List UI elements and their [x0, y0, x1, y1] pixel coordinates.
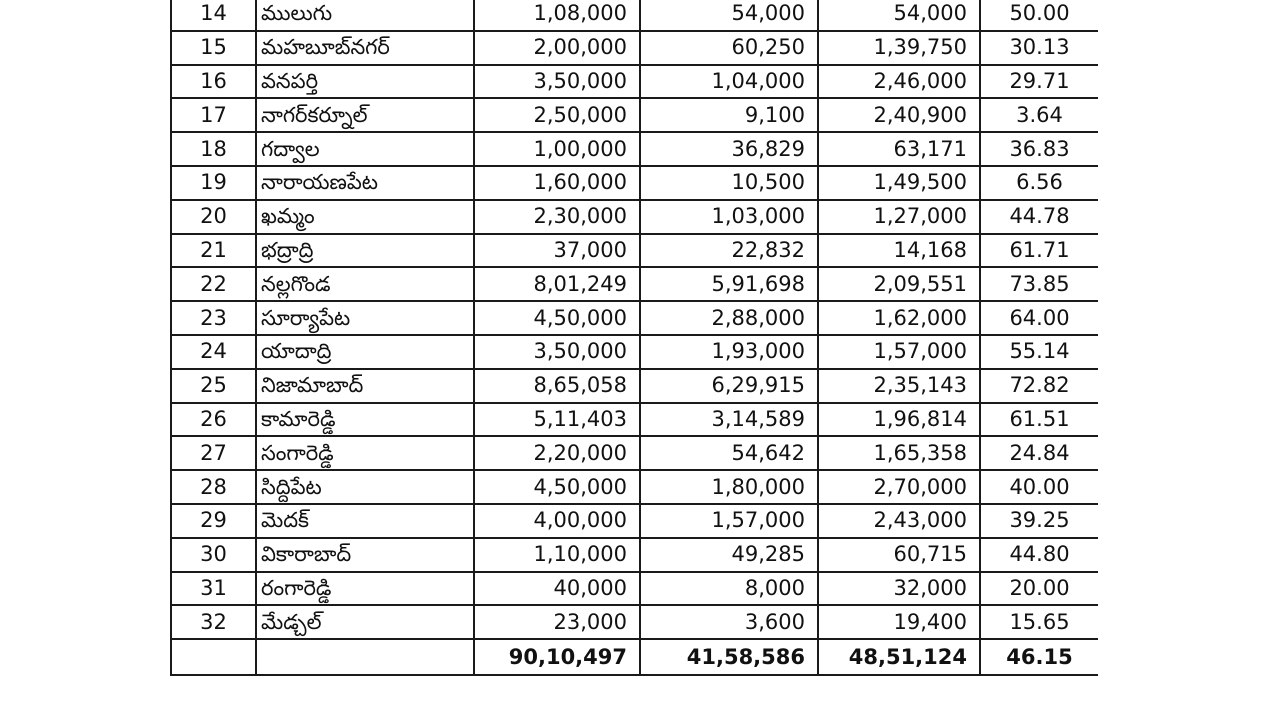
- amount-a-cell: 40,000: [474, 572, 640, 606]
- amount-c-cell: 1,39,750: [818, 31, 980, 65]
- percentage-cell: 44.78: [980, 200, 1098, 234]
- district-name-cell: మేడ్చల్: [256, 605, 474, 639]
- amount-a-cell: 3,50,000: [474, 335, 640, 369]
- amount-a-cell: 3,50,000: [474, 65, 640, 99]
- serial-number-cell: 19: [171, 166, 256, 200]
- table-row: [171, 538, 1098, 572]
- district-name-cell: కామారెడ్డి: [256, 403, 474, 437]
- amount-b-cell: 1,80,000: [640, 470, 818, 504]
- amount-a-cell: 37,000: [474, 234, 640, 268]
- amount-c-cell: 2,40,900: [818, 98, 980, 132]
- amount-c-cell: 2,46,000: [818, 65, 980, 99]
- amount-c-cell: 14,168: [818, 234, 980, 268]
- amount-a-cell: 1,10,000: [474, 538, 640, 572]
- district-name-cell: మహబూబ్‌నగర్: [256, 31, 474, 65]
- amount-a-cell: 5,11,403: [474, 403, 640, 437]
- district-name-cell: ములుగు: [256, 0, 474, 31]
- total-percentage-cell: 46.15: [980, 639, 1098, 675]
- district-name-cell: సిద్దిపేట: [256, 470, 474, 504]
- amount-a-cell: 1,00,000: [474, 132, 640, 166]
- amount-b-cell: 1,03,000: [640, 200, 818, 234]
- serial-number-cell: 31: [171, 572, 256, 606]
- serial-number-cell: 21: [171, 234, 256, 268]
- district-name-cell: నల్లగొండ: [256, 267, 474, 301]
- amount-b-cell: 36,829: [640, 132, 818, 166]
- serial-number-cell: 23: [171, 301, 256, 335]
- table-row: [171, 31, 1098, 65]
- percentage-cell: 72.82: [980, 369, 1098, 403]
- percentage-cell: 30.13: [980, 31, 1098, 65]
- percentage-cell: 24.84: [980, 436, 1098, 470]
- table-row: [171, 166, 1098, 200]
- percentage-cell: 3.64: [980, 98, 1098, 132]
- amount-c-cell: 1,65,358: [818, 436, 980, 470]
- table-row: [171, 301, 1098, 335]
- table-body: [171, 0, 1098, 675]
- amount-a-cell: 1,60,000: [474, 166, 640, 200]
- amount-b-cell: 2,88,000: [640, 301, 818, 335]
- percentage-cell: 40.00: [980, 470, 1098, 504]
- serial-number-cell: 16: [171, 65, 256, 99]
- total-row: [171, 639, 1098, 675]
- amount-c-cell: 63,171: [818, 132, 980, 166]
- total-amount-c-cell: 48,51,124: [818, 639, 980, 675]
- amount-b-cell: 1,57,000: [640, 504, 818, 538]
- amount-a-cell: 2,20,000: [474, 436, 640, 470]
- percentage-cell: 29.71: [980, 65, 1098, 99]
- percentage-cell: 44.80: [980, 538, 1098, 572]
- district-data-table: [170, 0, 1098, 676]
- amount-b-cell: 60,250: [640, 31, 818, 65]
- serial-number-cell: 24: [171, 335, 256, 369]
- district-name-cell: రంగారెడ్డి: [256, 572, 474, 606]
- amount-b-cell: 49,285: [640, 538, 818, 572]
- amount-b-cell: 1,04,000: [640, 65, 818, 99]
- amount-b-cell: 8,000: [640, 572, 818, 606]
- serial-number-cell: 15: [171, 31, 256, 65]
- amount-a-cell: 1,08,000: [474, 0, 640, 31]
- table-row: [171, 470, 1098, 504]
- table-row: [171, 200, 1098, 234]
- amount-b-cell: 6,29,915: [640, 369, 818, 403]
- table-row: [171, 436, 1098, 470]
- table-row: [171, 504, 1098, 538]
- total-serial-number-cell: [171, 639, 256, 675]
- serial-number-cell: 22: [171, 267, 256, 301]
- serial-number-cell: 29: [171, 504, 256, 538]
- amount-b-cell: 5,91,698: [640, 267, 818, 301]
- amount-c-cell: 54,000: [818, 0, 980, 31]
- amount-a-cell: 4,50,000: [474, 301, 640, 335]
- amount-c-cell: 1,96,814: [818, 403, 980, 437]
- total-district-name-cell: [256, 639, 474, 675]
- amount-c-cell: 2,35,143: [818, 369, 980, 403]
- amount-b-cell: 54,642: [640, 436, 818, 470]
- district-name-cell: వనపర్తి: [256, 65, 474, 99]
- table-row: [171, 65, 1098, 99]
- percentage-cell: 64.00: [980, 301, 1098, 335]
- amount-c-cell: 2,70,000: [818, 470, 980, 504]
- total-amount-a-cell: 90,10,497: [474, 639, 640, 675]
- district-name-cell: నారాయణపేట: [256, 166, 474, 200]
- serial-number-cell: 28: [171, 470, 256, 504]
- amount-a-cell: 23,000: [474, 605, 640, 639]
- amount-c-cell: 2,09,551: [818, 267, 980, 301]
- amount-a-cell: 2,50,000: [474, 98, 640, 132]
- amount-b-cell: 54,000: [640, 0, 818, 31]
- table-row: [171, 98, 1098, 132]
- amount-c-cell: 60,715: [818, 538, 980, 572]
- table-row: [171, 0, 1098, 31]
- amount-b-cell: 10,500: [640, 166, 818, 200]
- district-name-cell: మెదక్: [256, 504, 474, 538]
- serial-number-cell: 30: [171, 538, 256, 572]
- table-row: [171, 403, 1098, 437]
- amount-a-cell: 4,00,000: [474, 504, 640, 538]
- district-name-cell: ఖమ్మం: [256, 200, 474, 234]
- amount-c-cell: 2,43,000: [818, 504, 980, 538]
- district-name-cell: వికారాబాద్: [256, 538, 474, 572]
- amount-c-cell: 1,57,000: [818, 335, 980, 369]
- percentage-cell: 73.85: [980, 267, 1098, 301]
- district-name-cell: సూర్యాపేట: [256, 301, 474, 335]
- amount-a-cell: 8,01,249: [474, 267, 640, 301]
- percentage-cell: 6.56: [980, 166, 1098, 200]
- table-row: [171, 605, 1098, 639]
- amount-b-cell: 1,93,000: [640, 335, 818, 369]
- serial-number-cell: 14: [171, 0, 256, 31]
- document-table-container: [170, 0, 1098, 720]
- percentage-cell: 36.83: [980, 132, 1098, 166]
- amount-b-cell: 3,600: [640, 605, 818, 639]
- serial-number-cell: 26: [171, 403, 256, 437]
- serial-number-cell: 20: [171, 200, 256, 234]
- percentage-cell: 15.65: [980, 605, 1098, 639]
- serial-number-cell: 32: [171, 605, 256, 639]
- percentage-cell: 39.25: [980, 504, 1098, 538]
- district-name-cell: భద్రాద్రి: [256, 234, 474, 268]
- percentage-cell: 20.00: [980, 572, 1098, 606]
- table-row: [171, 369, 1098, 403]
- district-name-cell: గద్వాల: [256, 132, 474, 166]
- percentage-cell: 50.00: [980, 0, 1098, 31]
- amount-b-cell: 9,100: [640, 98, 818, 132]
- district-name-cell: నాగర్‌కర్నూల్: [256, 98, 474, 132]
- amount-c-cell: 1,27,000: [818, 200, 980, 234]
- serial-number-cell: 27: [171, 436, 256, 470]
- serial-number-cell: 25: [171, 369, 256, 403]
- table-row: [171, 234, 1098, 268]
- percentage-cell: 55.14: [980, 335, 1098, 369]
- amount-a-cell: 4,50,000: [474, 470, 640, 504]
- table-row: [171, 132, 1098, 166]
- serial-number-cell: 17: [171, 98, 256, 132]
- table-row: [171, 572, 1098, 606]
- amount-b-cell: 22,832: [640, 234, 818, 268]
- amount-c-cell: 1,62,000: [818, 301, 980, 335]
- total-amount-b-cell: 41,58,586: [640, 639, 818, 675]
- amount-a-cell: 2,00,000: [474, 31, 640, 65]
- percentage-cell: 61.51: [980, 403, 1098, 437]
- table-row: [171, 267, 1098, 301]
- amount-b-cell: 3,14,589: [640, 403, 818, 437]
- percentage-cell: 61.71: [980, 234, 1098, 268]
- amount-c-cell: 19,400: [818, 605, 980, 639]
- district-name-cell: యాదాద్రి: [256, 335, 474, 369]
- serial-number-cell: 18: [171, 132, 256, 166]
- amount-c-cell: 32,000: [818, 572, 980, 606]
- district-name-cell: నిజామాబాద్: [256, 369, 474, 403]
- amount-c-cell: 1,49,500: [818, 166, 980, 200]
- district-name-cell: సంగారెడ్డి: [256, 436, 474, 470]
- amount-a-cell: 2,30,000: [474, 200, 640, 234]
- table-row: [171, 335, 1098, 369]
- amount-a-cell: 8,65,058: [474, 369, 640, 403]
